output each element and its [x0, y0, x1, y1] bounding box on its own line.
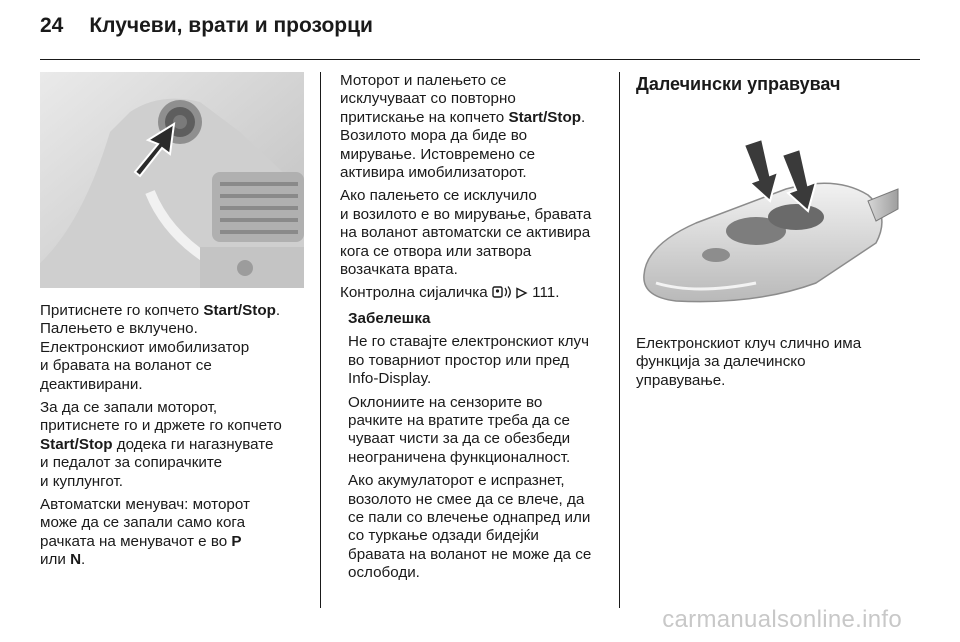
note-box [340, 310, 606, 583]
remote-key-photo [636, 105, 900, 321]
gear-n-label: N [70, 551, 82, 569]
dashboard-illustration [40, 72, 304, 288]
column-3 [636, 72, 902, 395]
column-divider-1 [320, 72, 321, 608]
column-1 [40, 72, 306, 575]
note-paragraph-3: Ако акумулаторот е испразнет, возолото не смее да се влече, да се пали со влечење однапред или со туркање одзади бидејќи бравата на воланот не може да се ослободи. [348, 472, 592, 582]
paragraph-automatic-transmission: Автоматски менувач: моторот може да се запали само кога рачката на менувачот е во P или N. [40, 496, 250, 569]
paragraph-remote: Електронскиот клуч слично има функција за далечинско управување. [636, 335, 862, 389]
header-rule [40, 59, 920, 60]
paragraph-switch-off: Моторот и палењето се исклучуваат со повторно притискање на копчето Start/Stop. Возилото мора да биде во мирување. Истовремено се активира имобилизаторот. [340, 72, 586, 182]
start-stop-label: Start/Stop [508, 108, 582, 126]
paragraph-start-engine: За да се запали моторот, притиснете го и држете го копчето Start/Stop додека ги нагазнувате и педалот за сопирачките и куплунгот. [40, 399, 282, 490]
paragraph-steering-lock: Ако палењето се исклучило и возилото е во мирување, бравата на воланот автоматски се активира кога се отвора или затвора возачката врата. [340, 187, 592, 279]
gear-p-label: P [231, 532, 242, 550]
paragraph-indicator-light: Контролна сијаличка 111. [340, 284, 606, 304]
air-vent [212, 172, 304, 242]
start-stop-button-photo [40, 72, 304, 288]
note-title: Забелешка [348, 309, 431, 327]
start-stop-label: Start/Stop [40, 435, 113, 453]
page-number: 24 [40, 14, 64, 37]
note-paragraph-2: Оклониите на сензорите во рачките на вратите треба да се чуваат чисти за да се обезбеди неограничена функционалност. [348, 393, 571, 466]
paragraph-press-button: Притиснете го копчето Start/Stop. Палењето е вклучено. Електронскиот имобилизатор и бравата на воланот се деактивирани. [40, 302, 281, 393]
start-stop-label: Start/Stop [203, 302, 276, 319]
page-header [40, 14, 373, 38]
page-reference-icon [516, 286, 528, 304]
key-indicator-icon [492, 285, 516, 304]
remote-key-illustration [636, 105, 900, 321]
note-paragraph-1: Не го ставајте електронскиот клуч во товарниот простор или пред Info-Display. [348, 333, 589, 388]
watermark: carmanualsonline.info [662, 606, 902, 633]
page-title: Клучеви, врати и прозорци [89, 14, 373, 37]
section-heading: Далечински управувач [636, 74, 841, 94]
column-2 [340, 72, 606, 588]
column-divider-2 [619, 72, 620, 608]
